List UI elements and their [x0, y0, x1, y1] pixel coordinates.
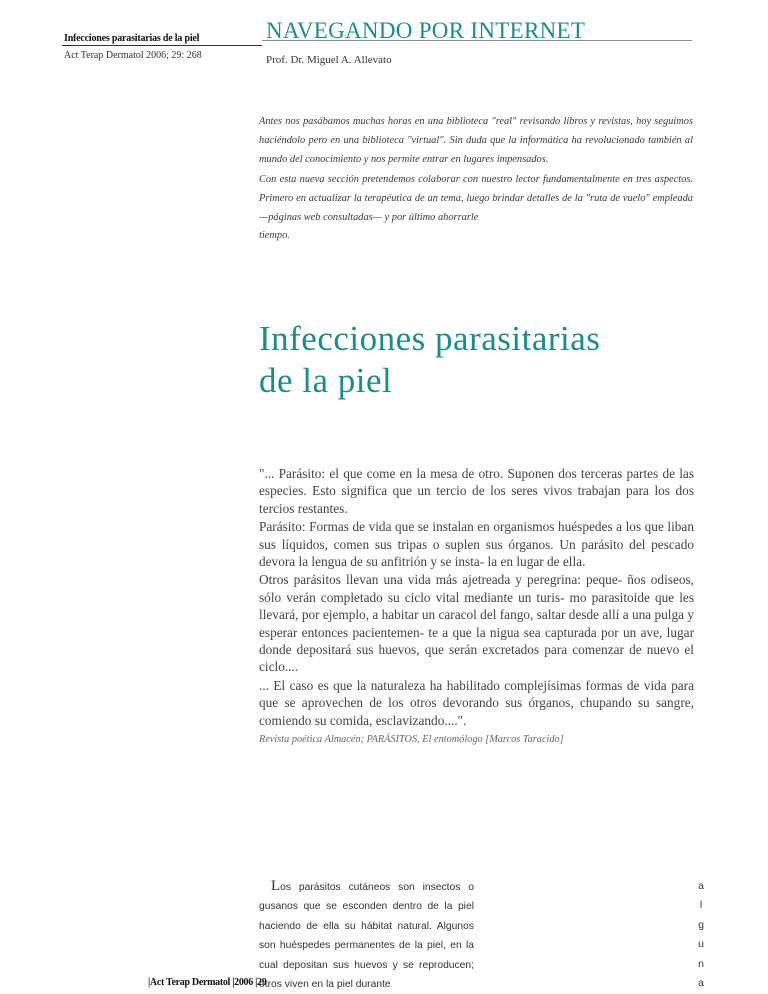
body-text: os parásitos cutáneos son insectos o gusanos que se esconden dentro de la piel haciendo de ella su hábitat natural. Algunos son huéspedes permanentes de la piel, en la cual depositan sus huevos y se reproducen; otros viven en la piel durante	[259, 882, 474, 991]
stray-letter: u	[698, 938, 704, 951]
running-title: Infecciones parasitarias de la piel	[64, 33, 200, 44]
stray-letter: a	[698, 880, 704, 892]
page-footer: |Act Terap Dermatol |2006 |29	[148, 977, 267, 988]
drop-cap: L	[271, 878, 281, 894]
stray-letter-column	[694, 877, 708, 993]
intro-paragraph: Con esta nueva sección pretendemos colaborar con nuestro lector fundamentalmente en tres aspectos. Primero en actualizar la terapéutica de un tema, luego brindar detalles de la "ruta de vuelo" empleada —páginas web consultadas— y por último ahorrarle	[259, 173, 693, 224]
epigraph-quote	[259, 465, 694, 750]
citation: Act Terap Dermatol 2006; 29: 268	[64, 50, 202, 61]
quote-source: Revista poética Almacén; PARÁSITOS, El entomólogo [Marcos Taracido]	[259, 734, 564, 746]
header-rule-right	[262, 40, 692, 41]
header-rule-left	[62, 45, 262, 46]
intro-text	[259, 112, 693, 245]
stray-letter: n	[698, 957, 704, 970]
intro-paragraph-end: tiempo.	[259, 230, 290, 242]
intro-paragraph: Antes nos pasábamos muchas horas en una biblioteca "real" revisando libros y revistas, hoy seguimos haciéndolo pero en una biblioteca "virtual". Sin duda que la informática ha revolucionado también al mundo del conocimiento y nos permite entrar en lugares impensados.	[259, 116, 693, 166]
section-title: NAVEGANDO POR INTERNET	[266, 18, 586, 43]
stray-letter: a	[698, 977, 704, 990]
article-title-line: Infecciones parasitarias	[259, 319, 601, 358]
body-paragraph	[259, 877, 474, 994]
quote-paragraph: ... El caso es que la naturaleza ha habilitado complejísimas formas de vida para que se aprovechen de los otros devorando sus órganos, chupando su sangre, comiendo su comida, esclavizando....".	[259, 677, 694, 728]
article-title-line: de la piel	[259, 361, 393, 400]
quote-paragraph: "... Parásito: el que come en la mesa de otro. Suponen dos terceras partes de las especies. Esto significa que un tercio de los seres vivos trabajan para los dos tercios restantes.	[259, 466, 694, 516]
stray-letter: l	[699, 899, 703, 912]
author: Prof. Dr. Miguel A. Allevato	[266, 54, 392, 66]
stray-letter: g	[698, 918, 704, 931]
quote-paragraph: Parásito: Formas de vida que se instalan en organismos huéspedes a los que liban sus líquidos, comen sus tripas o suplen sus órganos. Un parásito del pescado devora la lengua de su anfitrión y se insta- la en lugar de ella.	[259, 519, 694, 570]
quote-paragraph: Otros parásitos llevan una vida más ajetreada y peregrina: peque- ños odiseos, sólo verán completado su ciclo vital mediante un turis- mo parasitoide que les llevará, por ejemplo, a habitar un caracol del fango, saltar desde allí a una pulga y esperar entonces pacientemen- te a que la nigua sea capturada por un ave, lugar donde depositará sus huevos, que serán excretados para comenzar de nuevo el ciclo....	[259, 572, 694, 675]
body-column	[259, 877, 474, 994]
article-title	[259, 318, 699, 402]
